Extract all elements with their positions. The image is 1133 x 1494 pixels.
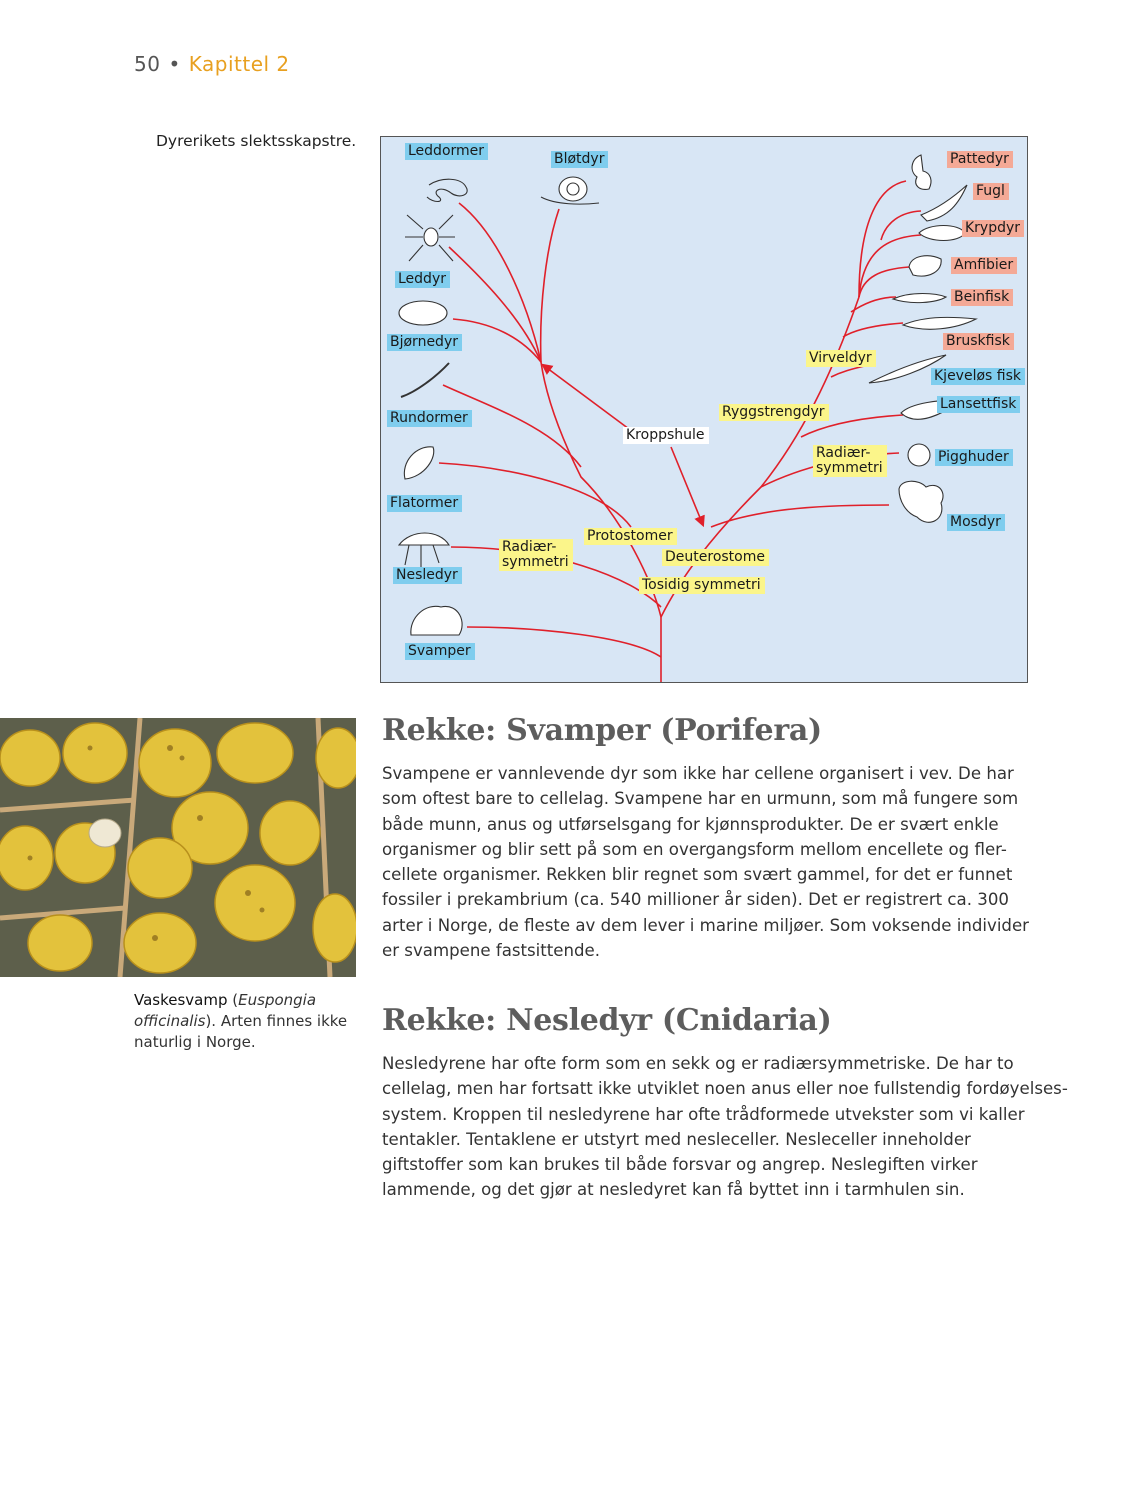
blotdyr-icon	[541, 177, 599, 204]
label-radiaer-right	[813, 445, 887, 477]
section-text-nesledyr	[382, 1051, 1068, 1203]
branch-bjornedyr	[453, 319, 541, 362]
svamper-icon	[411, 606, 462, 635]
label-protostomer: Protostomer	[584, 528, 677, 545]
branch-bruskfisk	[843, 323, 903, 337]
photo-caption-open: (	[227, 991, 239, 1009]
branch-blotdyr	[541, 209, 559, 362]
text-line: fossiler i prekambrium (ca. 540 millioner år siden). Det er registrert ca. 300	[382, 890, 1009, 910]
text-line: arter i Norge, de fleste av dem lever i marine miljøer. Som voksende individer	[382, 915, 1029, 935]
text-line: Nesledyrene har ofte form som en sekk og er radiærsymmetriske. De har to	[382, 1054, 1014, 1073]
photo-caption-rest: ). Arten finnes ikke naturlig i Norge.	[134, 1012, 348, 1051]
header-bullet: •	[168, 52, 181, 76]
mosdyr-icon	[899, 481, 943, 522]
text-line: som oftest bare to cellelag. Svampene har en urmunn, som må fungere som	[382, 789, 1019, 809]
text-line: giftstoffer som kan brukes til både forsvar og angrep. Neslegiften virker	[382, 1155, 978, 1175]
label-kroppshule: Kroppshule	[623, 427, 709, 444]
fugl-icon	[921, 185, 967, 221]
label-pattedyr: Pattedyr	[947, 151, 1013, 168]
label-fugl: Fugl	[973, 183, 1009, 200]
text-line: lammende, og det gjør at nesledyret kan få byttet inn i tarmhulen sin.	[382, 1180, 965, 1200]
photo-caption-name: Vaskesvamp	[134, 991, 228, 1009]
label-deuterostome: Deuterostome	[662, 549, 769, 566]
text-line: organismer og blir sett på som en overgangsform mellom encellete og fler-	[382, 839, 1007, 859]
section-heading-svamper: Rekke: Svamper (Porifera)	[382, 713, 822, 748]
rundormer-icon	[401, 363, 449, 397]
text-line: cellete organismer. Rekken blir regnet som svært gammel, for det er funnet	[382, 865, 1013, 885]
label-blotdyr: Bløtdyr	[551, 151, 608, 168]
section-text-svamper	[382, 761, 1032, 963]
pigghuder-icon	[908, 444, 930, 466]
section-heading-nesledyr: Rekke: Nesledyr (Cnidaria)	[382, 1003, 832, 1038]
radiaer-left-line2: symmetri	[502, 554, 569, 570]
bruskfisk-icon	[903, 317, 976, 329]
chapter-title: Kapittel 2	[188, 52, 290, 76]
amfibier-icon	[909, 256, 941, 276]
label-amfibier: Amfibier	[951, 257, 1017, 274]
branch-flatormer	[439, 463, 631, 527]
label-virveldyr: Virveldyr	[806, 350, 876, 367]
sponge-photo	[0, 718, 356, 977]
label-tosidig-symmetri: Tosidig symmetri	[639, 577, 765, 594]
label-leddormer: Leddormer	[405, 143, 488, 160]
label-krypdyr: Krypdyr	[962, 220, 1024, 237]
label-flatormer: Flatormer	[387, 495, 462, 512]
text-line: både munn, anus og utførselsgang for kjønnsprodukter. De er svært enkle	[382, 814, 999, 834]
label-rundormer: Rundormer	[387, 410, 472, 427]
text-line: er svampene fastsittende.	[382, 941, 601, 961]
pattedyr-icon	[912, 155, 931, 189]
flatormer-icon	[404, 447, 433, 479]
text-line: cellelag, men har fortsatt ikke utviklet noen anus eller noe fullstendig fordøyelses-	[382, 1079, 1068, 1099]
phylogenetic-tree	[380, 136, 1028, 683]
radiaer-right-line2: symmetri	[816, 460, 883, 476]
bjornedyr-icon	[399, 301, 447, 325]
branch-amfibier	[859, 267, 909, 297]
text-line: Svampene er vannlevende dyr som ikke har cellene organisert i vev. De har	[382, 764, 1014, 783]
text-line: system. Kroppen til nesledyrene har ofte trådformede utvekster som vi kaller	[382, 1104, 1025, 1124]
label-bruskfisk: Bruskfisk	[943, 333, 1014, 350]
photo-caption-latin: Euspongia officinalis	[134, 991, 317, 1030]
sponge-photo-art	[0, 718, 356, 977]
label-radiaer-left	[499, 539, 573, 571]
radiaer-left-line1: Radiær-	[502, 539, 557, 555]
figure-caption: Dyrerikets slektsskapstre.	[156, 132, 357, 150]
text-line: tentakler. Tentaklene er utstyrt med nesleceller. Nesleceller inneholder	[382, 1129, 971, 1149]
page-header	[134, 52, 290, 76]
label-svamper: Svamper	[405, 643, 475, 660]
arrow-to-deuterostome	[671, 447, 703, 525]
label-kjevelos-fisk: Kjeveløs fisk	[931, 368, 1025, 385]
label-ryggstrengdyr: Ryggstrengdyr	[719, 404, 829, 421]
label-mosdyr: Mosdyr	[947, 514, 1005, 531]
photo-caption	[134, 990, 356, 1053]
nesledyr-icon	[399, 533, 449, 567]
radiaer-right-line1: Radiær-	[816, 445, 871, 461]
label-beinfisk: Beinfisk	[951, 289, 1013, 306]
branch-leddyr	[449, 247, 541, 362]
krypdyr-icon	[919, 226, 965, 241]
label-nesledyr: Nesledyr	[393, 567, 462, 584]
label-lansettfisk: Lansettfisk	[937, 396, 1020, 413]
leddyr-icon	[405, 215, 455, 261]
leddormer-icon	[427, 179, 467, 201]
label-pigghuder: Pigghuder	[935, 449, 1013, 466]
label-leddyr: Leddyr	[395, 271, 450, 288]
branch-mosdyr	[711, 505, 889, 527]
page-number: 50	[134, 52, 161, 76]
beinfisk-icon	[893, 294, 946, 303]
branch-svamper	[467, 627, 661, 657]
label-bjornedyr: Bjørnedyr	[387, 334, 462, 351]
tree-branches	[381, 137, 1028, 683]
